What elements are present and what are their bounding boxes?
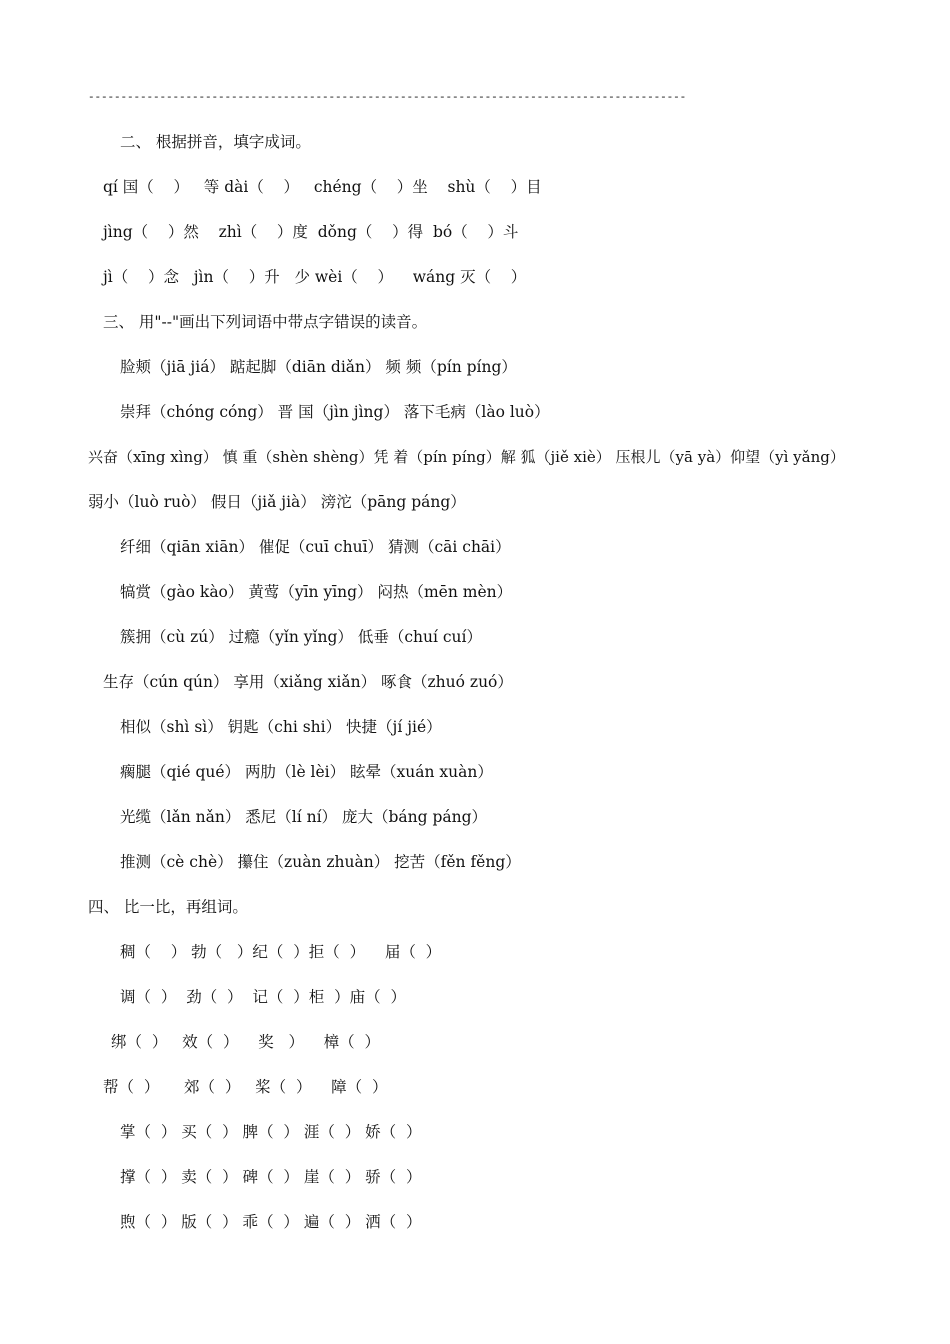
- compare-row-2: 调（ ） 劲（ ） 记（ ）柜 ）庙（ ）: [120, 988, 406, 1006]
- pronunciation-row-4: 弱小（luò ruò） 假日（jiǎ jià） 滂沱（pāng páng）: [88, 493, 466, 511]
- section-2-heading: 二、 根据拼音，填字成词。: [120, 133, 311, 151]
- pronunciation-row-5: 纤细（qiān xiān） 催促（cuī chuī） 猜测（cāi chāi）: [120, 538, 511, 556]
- pronunciation-row-11: 光缆（lǎn nǎn） 悉尼（lí ní） 庞大（báng páng）: [120, 808, 488, 826]
- pronunciation-row-2: 崇拜（chóng cóng） 晋 国（jìn jìng） 落下毛病（lào luò）: [120, 403, 550, 421]
- pronunciation-row-8: 生存（cún qún） 享用（xiǎng xiǎn） 啄食（zhuó zuó）: [103, 673, 513, 691]
- pronunciation-row-3: 兴奋（xīng xìng） 慎 重（shèn shèng）凭 着（pín píng）解 狐（jiě xiè） 压根儿（yā yà）仰望（yì yǎng）: [88, 448, 845, 466]
- pronunciation-row-1: 脸颊（jiā jiá） 踮起脚（diān diǎn） 频 频（pín píng）: [120, 358, 517, 376]
- pronunciation-row-7: 簇拥（cù zú） 过瘾（yǐn yǐng） 低垂（chuí cuí）: [120, 628, 482, 646]
- pronunciation-row-9: 相似（shì sì） 钥匙（chi shi） 快捷（jí jié）: [120, 718, 442, 736]
- compare-row-5: 掌（ ） 买（ ） 脾（ ） 涯（ ） 娇（ ）: [120, 1123, 422, 1141]
- compare-row-6: 撑（ ） 卖（ ） 碑（ ） 崖（ ） 骄（ ）: [120, 1168, 422, 1186]
- pronunciation-row-12: 推测（cè chè） 攥住（zuàn zhuàn） 挖苦（fěn fěng）: [120, 853, 521, 871]
- separator-line: --------------------------------------------------------------------------------------------: [88, 92, 687, 104]
- compare-row-1: 稠（ ） 勃（ ）纪（ ）拒（ ） 届（ ）: [120, 943, 442, 961]
- pinyin-fill-row-2: jìng（ ）然 zhì（ ）度 dǒng（ ）得 bó（ ）斗: [103, 223, 519, 241]
- compare-row-4: 帮（ ） 郊（ ） 桨（ ） 障（ ）: [103, 1078, 388, 1096]
- compare-row-7: 煦（ ） 版（ ） 乖（ ） 遍（ ） 洒（ ）: [120, 1213, 422, 1231]
- pinyin-fill-row-3: jì（ ）念 jìn（ ）升 少 wèi（ ） wáng 灭（ ）: [103, 268, 527, 286]
- section-4-heading: 四、 比一比，再组词。: [88, 898, 248, 916]
- pinyin-fill-row-1: qí 国（ ） 等 dài（ ） chéng（ ）坐 shù（ ）目: [103, 178, 542, 196]
- pronunciation-row-6: 犒赏（gào kào） 黄莺（yīn yīng） 闷热（mēn mèn）: [120, 583, 513, 601]
- section-3-heading: 三、 用"--"画出下列词语中带点字错误的读音。: [103, 313, 428, 331]
- compare-row-3: 绑（ ） 效（ ） 奖 ） 樟（ ）: [111, 1033, 381, 1051]
- pronunciation-row-10: 瘸腿（qié qué） 两肋（lè lèi） 眩晕（xuán xuàn）: [120, 763, 493, 781]
